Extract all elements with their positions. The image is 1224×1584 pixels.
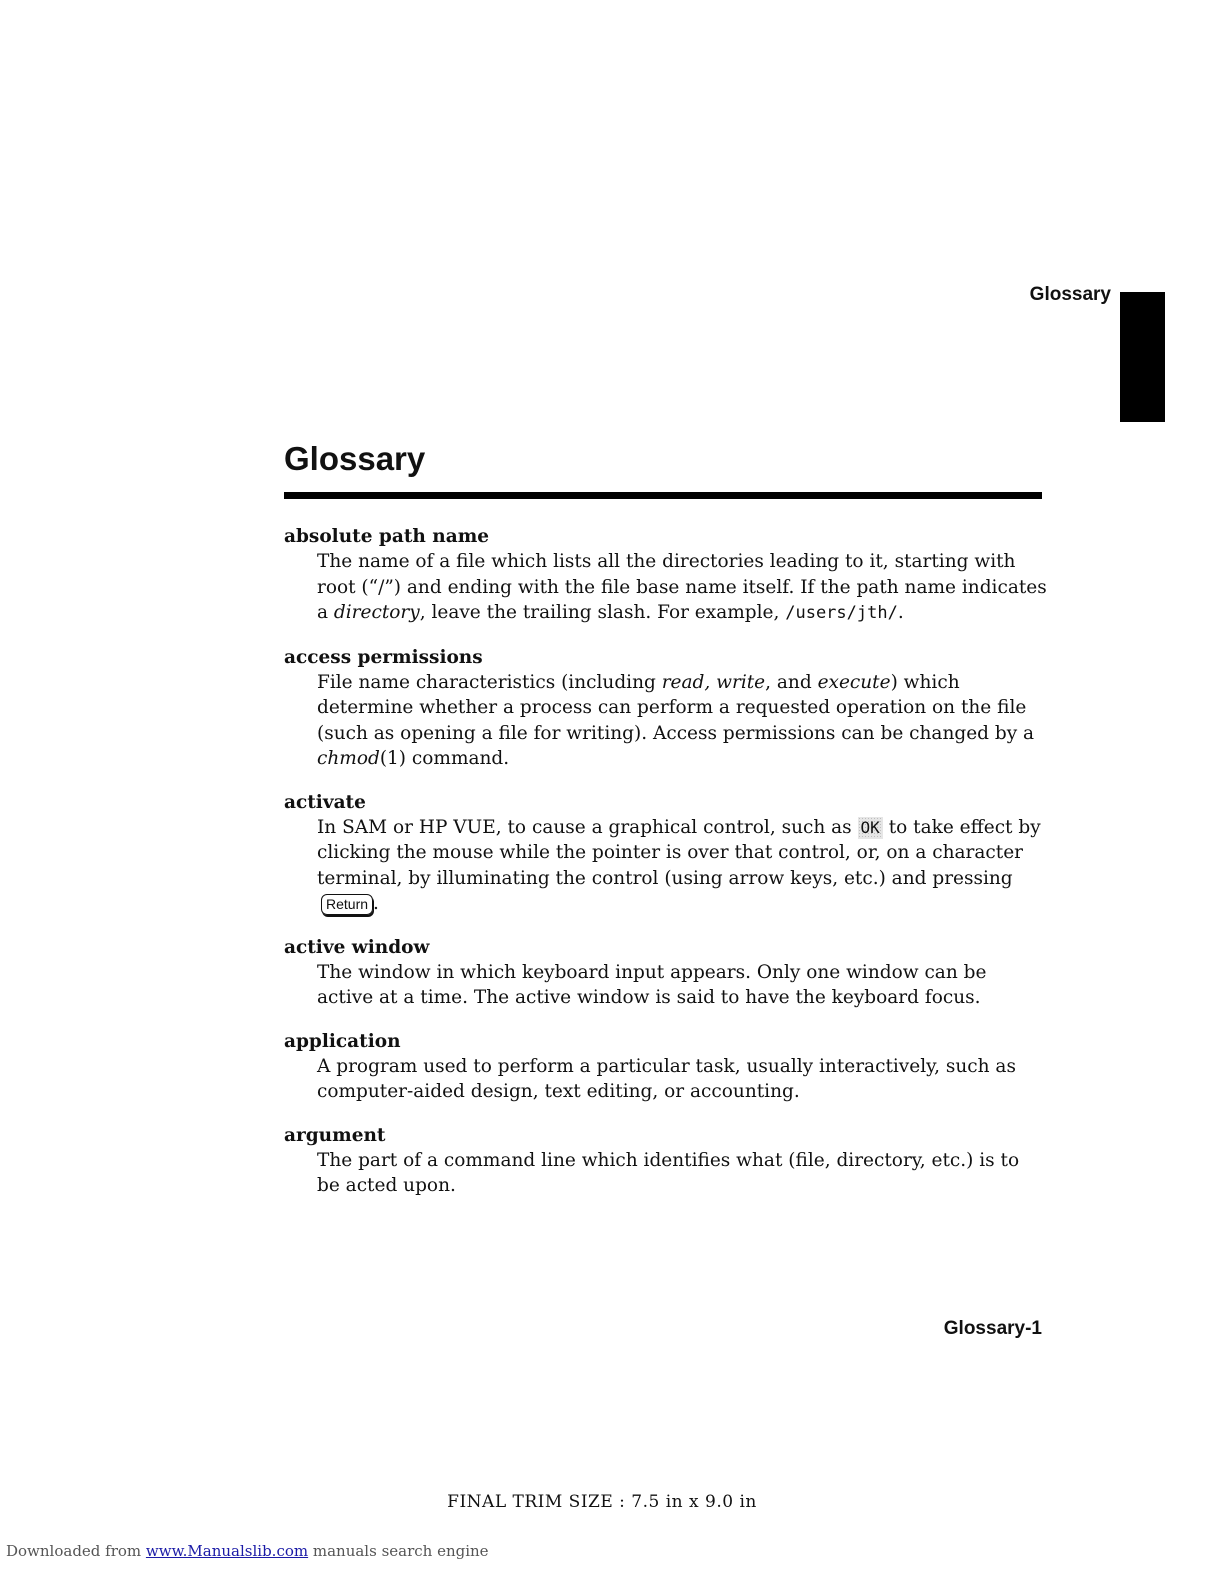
definition-emphasis: execute xyxy=(817,671,891,693)
glossary-list xyxy=(284,524,1047,1217)
section-tab-marker xyxy=(1120,292,1165,422)
glossary-definition xyxy=(317,1054,1047,1105)
definition-text: . xyxy=(897,602,904,623)
page-title: Glossary xyxy=(284,440,426,477)
footer-prefix: Downloaded from xyxy=(6,1542,146,1560)
glossary-entry xyxy=(284,1029,1044,1105)
manualslib-link[interactable]: www.Manualslib.com xyxy=(145,1542,309,1560)
definition-text: , leave the trailing slash. For example, xyxy=(419,602,786,623)
glossary-term: active window xyxy=(284,936,430,958)
glossary-entry xyxy=(284,935,1044,1011)
glossary-term: activate xyxy=(284,791,366,813)
definition-text: In SAM or HP VUE, to cause a graphical control, such as xyxy=(317,816,858,838)
definition-text: The name of a file which lists all the directories leading to it, starting with root (“/”) and ending with the file base name itself. If the path name indicates a xyxy=(317,551,1047,623)
footer-suffix: manuals search engine xyxy=(308,1542,489,1560)
definition-text: File name characteristics (including xyxy=(317,671,662,693)
title-rule xyxy=(284,492,1042,499)
glossary-term: absolute path name xyxy=(284,526,490,547)
glossary-entry xyxy=(284,1123,1044,1199)
definition-text: ) which determine whether a process can perform a requested operation on the file (such as opening a file for writing). Access permissions can be changed by a xyxy=(317,671,1035,744)
return-key-glyph: Return xyxy=(321,894,373,915)
glossary-entry xyxy=(284,524,1047,627)
glossary-entry xyxy=(284,645,1044,772)
glossary-definition xyxy=(317,1148,1047,1199)
glossary-term: access permissions xyxy=(284,646,483,668)
definition-text: to take effect by clicking the mouse while the pointer is over that control, or, on a character terminal, by illuminating the control (using arrow keys, etc.) and pressing xyxy=(317,816,1041,889)
definition-text: . xyxy=(373,893,379,914)
download-footer xyxy=(6,1542,489,1560)
definition-code: /users/jth/ xyxy=(785,603,898,623)
glossary-entry xyxy=(284,790,1044,917)
definition-text: , and xyxy=(765,671,818,693)
definition-emphasis: read, write xyxy=(661,671,766,693)
glossary-term: argument xyxy=(284,1124,386,1146)
glossary-term: application xyxy=(284,1030,401,1052)
definition-emphasis: directory xyxy=(333,602,420,623)
ok-button-glyph: OK xyxy=(858,817,883,839)
definition-emphasis: chmod xyxy=(317,748,380,769)
glossary-definition xyxy=(317,960,1047,1011)
definition-text: The window in which keyboard input appears. Only one window can be active at a time. The active window is said to have the keyboard focus. xyxy=(317,961,987,1008)
running-head: Glossary xyxy=(1029,284,1111,305)
trim-size-note: FINAL TRIM SIZE : 7.5 in x 9.0 in xyxy=(447,1492,757,1512)
definition-text: (1) command. xyxy=(379,748,510,769)
glossary-definition xyxy=(317,549,1047,627)
page-number: Glossary-1 xyxy=(943,1318,1042,1339)
glossary-definition xyxy=(317,670,1047,772)
definition-text: A program used to perform a particular task, usually interactively, such as computer-aided design, text editing, or accounting. xyxy=(317,1055,1016,1102)
glossary-definition xyxy=(317,815,1047,917)
definition-text: The part of a command line which identifies what (file, directory, etc.) is to be acted upon. xyxy=(317,1149,1020,1196)
